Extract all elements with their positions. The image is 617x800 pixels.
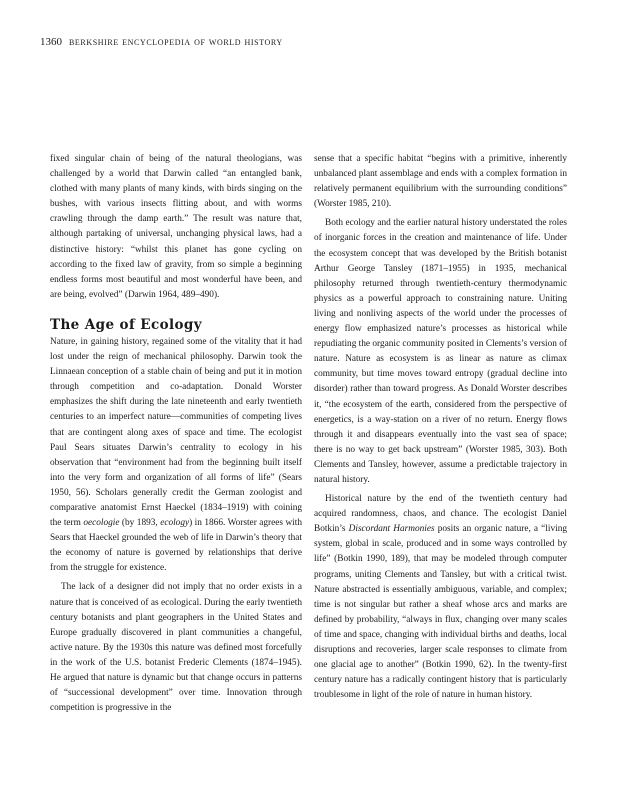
term-oecologie: oecologie <box>83 518 120 529</box>
running-head <box>40 36 283 48</box>
page-number: 1360 <box>40 36 62 48</box>
paragraph-botkin <box>314 492 567 703</box>
paragraph-darwin: fixed singular chain of being of the natural theologians, was challenged by a world that Darwin called “an entangled bank, clothed with many plants of many kinds, with birds singing on the bushes, with various insects flitting about, and with worms crawling through the damp earth.” The result was nature that, although partaking of universal, unchanging physical laws, had a distinctive history: “whilst this planet has gone cycling on according to the fixed law of gravity, from so simple a beginning endless forms most beautiful and most wonderful have been, and are being, evolved” (Darwin 1964, 489–490). <box>50 154 302 300</box>
text-run: Nature, in gaining history, regained some of the vitality that it had lost under the reign of mechanical philosophy. Darwin took the Linnaean conception of a stable chain of being and put it in motion through competition and co-adaptation. Donald Worster emphasizes the shift during the late nineteenth and early twentieth centuries to an imperfect nature—communities of competing lives that are contingent along axes of space and time. The ecologist Paul Sears situates Darwin’s centrality to ecology in his observation that “environment had from the beginning built itself into the very form and organization of all forms of life” (Sears 1950, 56). Scholars generally credit the German zoologist and comparative anatomist Ernst Haeckel (1834–1919) with coining the term <box>50 336 302 529</box>
text-run: posits an organic nature, a “living system, global in scale, produced and in some ways controlled by life” (Botkin 1990, 189), that may be modeled through computer programs, uniting Clements and Tansley, but with a critical twist. Nature abstracted is essentially ambiguous, variable, and complex; time is not singular but rather a sheaf whose arcs and marks are defined by probability, “always in flux, changing over many scales of time and space, changing with individual births and deaths, local disruptions and recoveries, larger scale responses to climate from one glacial age to another” (Botkin 1990, 62). In the twenty-first century nature has a radically contingent history that is particularly troublesome in light of the role of nature in human history. <box>314 524 567 701</box>
book-title: Discordant Harmonies <box>348 524 435 535</box>
paragraph-age-of-ecology <box>50 335 302 577</box>
paragraph-clements: The lack of a designer did not imply that no order exists in a nature that is conceived of as ecological. During the early twentieth century botanists and plant geographers in the United States and Europe gradually discovered in plant communities a changeful, active nature. By the 1930s this nature was defined most forcefully in the work of the U.S. botanist Frederic Clements (1874–1945). He argued that nature is dynamic but that change occurs in patterns of “successional development” over time. Innovation through competition is progressive in the <box>50 582 302 714</box>
publication-title: berkshire encyclopedia of world history <box>68 36 283 48</box>
text-run: Historical nature by the end of the twentieth century had acquired randomness, chaos, and chance. The ecologist Daniel Botkin’s <box>314 494 567 535</box>
term-ecology: ecology <box>160 518 190 529</box>
text-run: ) in 1866. Worster agrees with Sears that Haeckel grounded the web of life in Darwin’s theory that the economy of nature is governed by relationships that derive from the struggle for existence. <box>50 518 302 574</box>
paragraph-tansley: Both ecology and the earlier natural history understated the roles of inorganic forces in the creation and maintenance of life. Under the ecosystem concept that was developed by the British botanist Arthur George Tansley (1871–1955) in 1935, mechanical philosophy returned through twentieth-century thermodynamic physics as a powerful approach to constraining nature. Uniting living and nonliving aspects of the world under the processes of energy flow emphasized nature’s processes as historical while repudiating the organic community posited in Clements’s version of nature. Nature as ecosystem is as linear as nature as climax community, but time moves toward entropy (gradual decline into disorder) rather than toward progress. As Donald Worster describes it, “the ecosystem of the earth, considered from the perspective of energetics, is a way-station on a river of no return. Energy flows through it and disappears eventually into the vast sea of space; there is no way to get back upstream” (Worster 1985, 303). Both Clements and Tansley, however, assume a predictable trajectory in natural history. <box>314 218 567 485</box>
left-column <box>50 152 302 716</box>
section-heading: The Age of Ecology <box>50 316 202 333</box>
right-column <box>314 152 567 703</box>
text-run: (by 1893, <box>119 518 161 529</box>
paragraph-habitat: sense that a specific habitat “begins with a primitive, inherently unbalanced plant assemblage and ends with a complex formation in relatively permanent equilibrium with the surrounding conditions” (Worster 1985, 210). <box>314 154 567 210</box>
